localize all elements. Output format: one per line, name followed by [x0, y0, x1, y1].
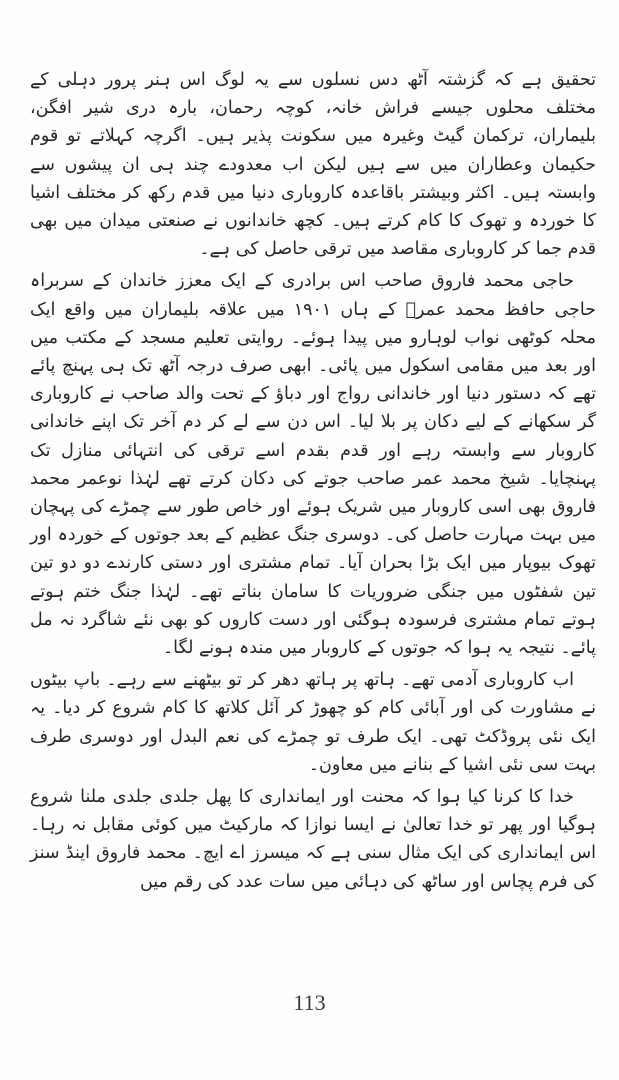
urdu-text-body	[30, 66, 596, 900]
paragraph-2: حاجی محمد فاروق صاحب اس برادری کے ایک معزز خاندان کے سربراہ حاجی حافظ محمد عمرؒ کے ہاں ۱۹۰۱ میں علاقہ بلیماران میں واقع ایک محلہ کوٹھی نواب لوہارو میں پیدا ہوئے۔ روایتی تعلیم مسجد کے مکتب میں اور بعد میں مقامی اسکول میں پائی۔ ابھی صرف درجہ آٹھ تک ہی پہنچ پائے تھے کہ دستور دنیا اور خاندانی رواج اور دباؤ کے تحت والد صاحب نے کاروباری گر سکھانے کے لیے دکان پر بلا لیا۔ اس دن سے لے کر دم آخر تک اپنے خاندانی کاروبار سے وابستہ رہے اور قدم بقدم اسے ترقی کی انتہائی منازل تک پہنچایا۔ شیخ محمد عمر صاحب جوتے کی دکان کرتے تھے لہٰذا نوعمر محمد فاروق بھی اسی کاروبار میں شریک ہوئے اور خاص طور سے چمڑے کی پہچان میں بہت مہارت حاصل کی۔ دوسری جنگ عظیم کے بعد جوتوں کے خوردہ اور تھوک بیوپار میں ایک بڑا بحران آیا۔ تمام مشتری اور دستی کارندے دو دو تین تین شفٹوں میں جنگی ضروریات کا سامان بناتے تھے۔ لہٰذا جنگ ختم ہوتے ہوتے تمام مشتری فرسودہ ہوگئی اور دست کاروں کو بھی نئے شاگرد نہ مل پائے۔ نتیجہ یہ ہوا کہ جوتوں کے کاروبار میں مندہ ہونے لگا۔	[30, 271, 596, 659]
paragraph-1: تحقیق ہے کہ گزشتہ آٹھ دس نسلوں سے یہ لوگ اس ہنر پرور دہلی کے مختلف محلوں جیسے فراش خانہ، کوچہ رحمان، بارہ دری شیر افگن، بلیماران، ترکمان گیٹ وغیرہ میں سکونت پذیر ہیں۔ اگرچہ کہلاتے تو قوم حکیمان وعطاران میں سے ہیں لیکن اب معدودے چند ہی ان پیشوں سے وابستہ ہیں۔ اکثر وبیشتر باقاعدہ کاروباری دنیا میں قدم رکھ کر مختلف اشیا کا خوردہ و تھوک کا کام کرتے ہیں۔ کچھ خاندانوں نے صنعتی میدان میں بھی قدم جما کر کاروباری مقاصد میں ترقی حاصل کی ہے۔	[30, 70, 596, 260]
paragraph-4: خدا کا کرنا کیا ہوا کہ محنت اور ایمانداری کا پھل جلدی جلدی ملنا شروع ہوگیا اور پھر تو خدا تعالیٰ نے ایسا نوازا کہ مارکیٹ میں کوئی مقابل نہ رہا۔ اس ایمانداری کی ایک مثال سنی ہے کہ میسرز اے ایچ۔ محمد فاروق اینڈ سنز کی فرم پچاس اور ساٹھ کی دہائی میں سات عدد کی رقم میں	[30, 787, 596, 892]
page-number: 113	[293, 990, 326, 1015]
paragraph-3: اب کاروباری آدمی تھے۔ ہاتھ پر ہاتھ دھر کر تو بیٹھنے سے رہے۔ باپ بیٹوں نے مشاورت کی اور آبائی کام کو چھوڑ کر آئل کلاتھ کا کام شروع کر دیا۔ یہ ایک نئی پروڈکٹ تھی۔ ایک طرف تو چمڑے کی نعم البدل اور دوسری طرف بہت سی نئی اشیا کے بنانے میں معاون۔	[30, 670, 596, 775]
